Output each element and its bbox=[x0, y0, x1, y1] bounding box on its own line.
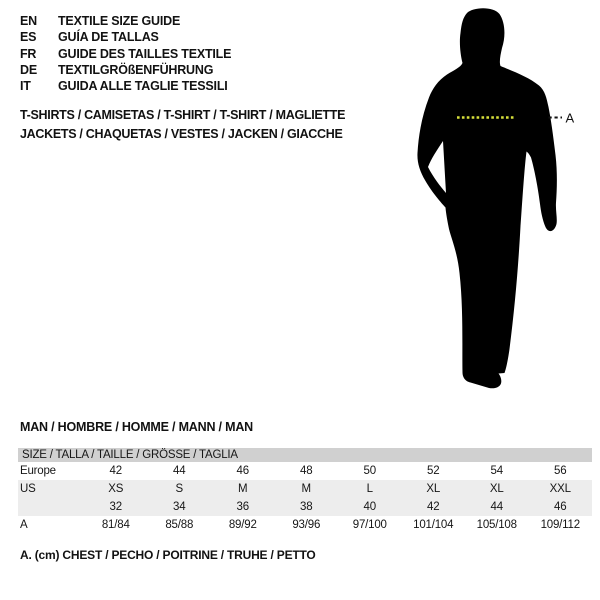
size-cell: 46 bbox=[236, 465, 249, 477]
language-title: GUIDE DES TAILLES TEXTILE bbox=[58, 46, 232, 61]
size-cell: XL bbox=[465, 480, 529, 498]
size-cell: 54 bbox=[490, 465, 503, 477]
size-cell: 81/84 bbox=[101, 519, 130, 531]
measure-label-a: A bbox=[565, 110, 575, 126]
garment-line-tshirts: T-SHIRTS / CAMISETAS / T-SHIRT / T-SHIRT / MAGLIETTE bbox=[20, 108, 346, 122]
row-label: US bbox=[18, 480, 84, 498]
size-cell: 105/108 bbox=[476, 519, 517, 531]
size-cell: 42 bbox=[402, 498, 466, 516]
size-cell: 44 bbox=[465, 498, 529, 516]
table-header-label: SIZE / TALLA / TAILLE / GRÖSSE / TAGLIA bbox=[18, 448, 592, 462]
size-table bbox=[18, 448, 592, 534]
row-label: Europe bbox=[20, 465, 56, 477]
table-row bbox=[18, 516, 592, 534]
size-cell: XXL bbox=[529, 480, 593, 498]
size-cell: 32 bbox=[84, 498, 148, 516]
row-label: A bbox=[20, 519, 28, 531]
size-cell: 89/92 bbox=[228, 519, 257, 531]
size-cell: 52 bbox=[427, 465, 440, 477]
language-title-list bbox=[20, 13, 231, 94]
size-cell: XL bbox=[402, 480, 466, 498]
language-title: GUIDA ALLE TAGLIE TESSILI bbox=[58, 79, 228, 94]
language-row bbox=[20, 29, 231, 45]
size-cell: 109/112 bbox=[540, 519, 580, 531]
size-cell: 97/100 bbox=[352, 519, 387, 531]
language-code: IT bbox=[20, 79, 31, 94]
size-cell: 38 bbox=[275, 498, 339, 516]
table-row bbox=[18, 480, 592, 498]
language-title: GUÍA DE TALLAS bbox=[58, 30, 159, 45]
size-cell: 42 bbox=[109, 465, 122, 477]
language-code: DE bbox=[20, 63, 37, 78]
table-row bbox=[18, 462, 592, 480]
size-cell: XS bbox=[84, 480, 148, 498]
garment-line-jackets: JACKETS / CHAQUETAS / VESTES / JACKEN / GIACCHE bbox=[20, 126, 343, 141]
size-cell: 48 bbox=[300, 465, 313, 477]
size-cell: 101/104 bbox=[413, 519, 454, 531]
table-row bbox=[18, 498, 592, 516]
size-cell: S bbox=[148, 480, 212, 498]
size-cell: 85/88 bbox=[165, 519, 194, 531]
size-cell: 40 bbox=[338, 498, 402, 516]
size-cell: 36 bbox=[211, 498, 275, 516]
size-cell: 34 bbox=[148, 498, 212, 516]
language-title: TEXTILE SIZE GUIDE bbox=[58, 14, 181, 29]
man-silhouette bbox=[417, 8, 556, 388]
table-header-row bbox=[18, 448, 592, 462]
language-code: ES bbox=[20, 30, 37, 45]
size-cell: M bbox=[275, 480, 339, 498]
size-cell: 93/96 bbox=[292, 519, 321, 531]
size-cell: 56 bbox=[554, 465, 567, 477]
section-title-man: MAN / HOMBRE / HOMME / MANN / MAN bbox=[20, 420, 253, 434]
size-cell: 50 bbox=[363, 465, 376, 477]
language-row bbox=[20, 78, 231, 94]
garment-types bbox=[20, 106, 345, 143]
size-cell: 46 bbox=[529, 498, 593, 516]
language-row bbox=[20, 46, 231, 62]
measurement-footnote: A. (cm) CHEST / PECHO / POITRINE / TRUHE / PETTO bbox=[20, 548, 316, 562]
language-row bbox=[20, 13, 231, 29]
man-silhouette-figure bbox=[405, 5, 600, 400]
size-cell: 44 bbox=[173, 465, 186, 477]
language-code: EN bbox=[20, 14, 37, 29]
size-cell: M bbox=[211, 480, 275, 498]
language-title: TEXTILGRÖßENFÜHRUNG bbox=[58, 63, 214, 78]
language-code: FR bbox=[20, 46, 37, 61]
row-label bbox=[18, 498, 84, 516]
size-cell: L bbox=[338, 480, 402, 498]
language-row bbox=[20, 62, 231, 78]
